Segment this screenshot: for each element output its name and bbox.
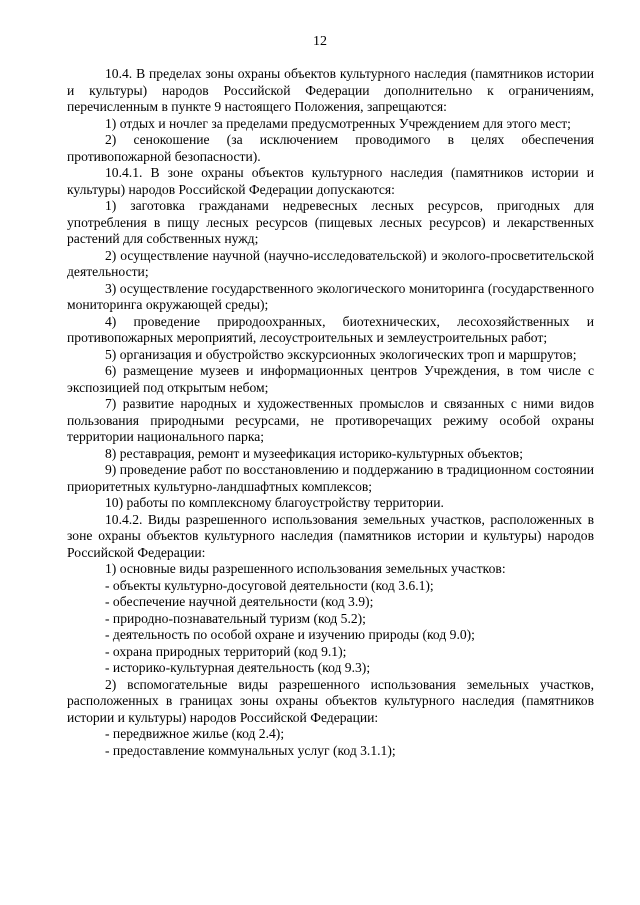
list-item: 1) отдых и ночлег за пределами предусмотренных Учреждением для этого мест;	[105, 115, 571, 131]
list-item: 1) основные виды разрешенного использования земельных участков:	[105, 561, 506, 576]
dash-list-item: - историко-культурная деятельность (код 9.3);	[105, 660, 371, 675]
dash-list-item: - охрана природных территорий (код 9.1);	[105, 643, 347, 659]
dash-list-item: - предоставление коммунальных услуг (код 3.1.1);	[105, 742, 396, 758]
list-item: 9) проведение работ по восстановлению и поддержанию в традиционном состоянии приоритетных культурно-ландшафтных комплексов;	[67, 462, 594, 494]
list-item: 1) заготовка гражданами недревесных лесных ресурсов, пригодных для употребления в пищу лесных ресурсов (пищевых лесных ресурсов) и лекарственных растений для собственных нужд;	[67, 198, 594, 246]
list-item: 5) организация и обустройство экскурсионных экологических троп и маршрутов;	[105, 346, 577, 362]
dash-list-item: - обеспечение научной деятельности (код 3.9);	[105, 594, 374, 609]
page-number: 12	[313, 34, 327, 49]
document-body	[67, 66, 594, 759]
paragraph-10-4-2: 10.4.2. Виды разрешенного использования земельных участков, расположенных в зоне охраны объектов культурного наследия (памятников истории и культуры) народов Российской Федерации:	[67, 511, 594, 560]
list-item: 4) проведение природоохранных, биотехнических, лесохозяйственных и противопожарных мероприятий, лесоустроительных и землеустроительных работ;	[67, 313, 594, 345]
paragraph-10-4-1: 10.4.1. В зоне охраны объектов культурного наследия (памятников истории и культуры) народов Российской Федерации допускаются:	[67, 165, 594, 197]
dash-list-item: - объекты культурно-досуговой деятельности (код 3.6.1);	[105, 577, 434, 593]
dash-list-item: - передвижное жилье (код 2.4);	[105, 726, 285, 741]
list-item: 2) осуществление научной (научно-исследовательской) и эколого-просветительской деятельности;	[67, 247, 594, 279]
list-item: 6) размещение музеев и информационных центров Учреждения, в том числе с экспозицией под открытым небом;	[67, 363, 594, 395]
list-item: 8) реставрация, ремонт и музеефикация историко-культурных объектов;	[105, 445, 523, 461]
list-item: 2) сенокошение (за исключением проводимого в целях обеспечения противопожарной безопасности).	[67, 132, 594, 164]
dash-list-item: - деятельность по особой охране и изучению природы (код 9.0);	[105, 627, 475, 642]
list-item: 3) осуществление государственного экологического мониторинга (государственного мониторинга окружающей среды);	[67, 280, 594, 312]
dash-list-item: - природно-познавательный туризм (код 5.2);	[105, 610, 366, 626]
list-item: 10) работы по комплексному благоустройству территории.	[105, 495, 444, 510]
paragraph-10-4: 10.4. В пределах зоны охраны объектов культурного наследия (памятников истории и культуры) народов Российской Федерации дополнительно к ограничениям, перечисленным в пункте 9 настоящего Положения, запрещаются:	[67, 66, 594, 114]
list-item: 7) развитие народных и художественных промыслов и связанных с ними видов пользования природными ресурсами, не противоречащих режиму особой охраны территории национального парка;	[67, 396, 594, 444]
list-item: 2) вспомогательные виды разрешенного использования земельных участков, расположенных в границах зоны охраны объектов культурного наследия (памятников истории и культуры) народов Российской Федерации:	[67, 676, 594, 725]
